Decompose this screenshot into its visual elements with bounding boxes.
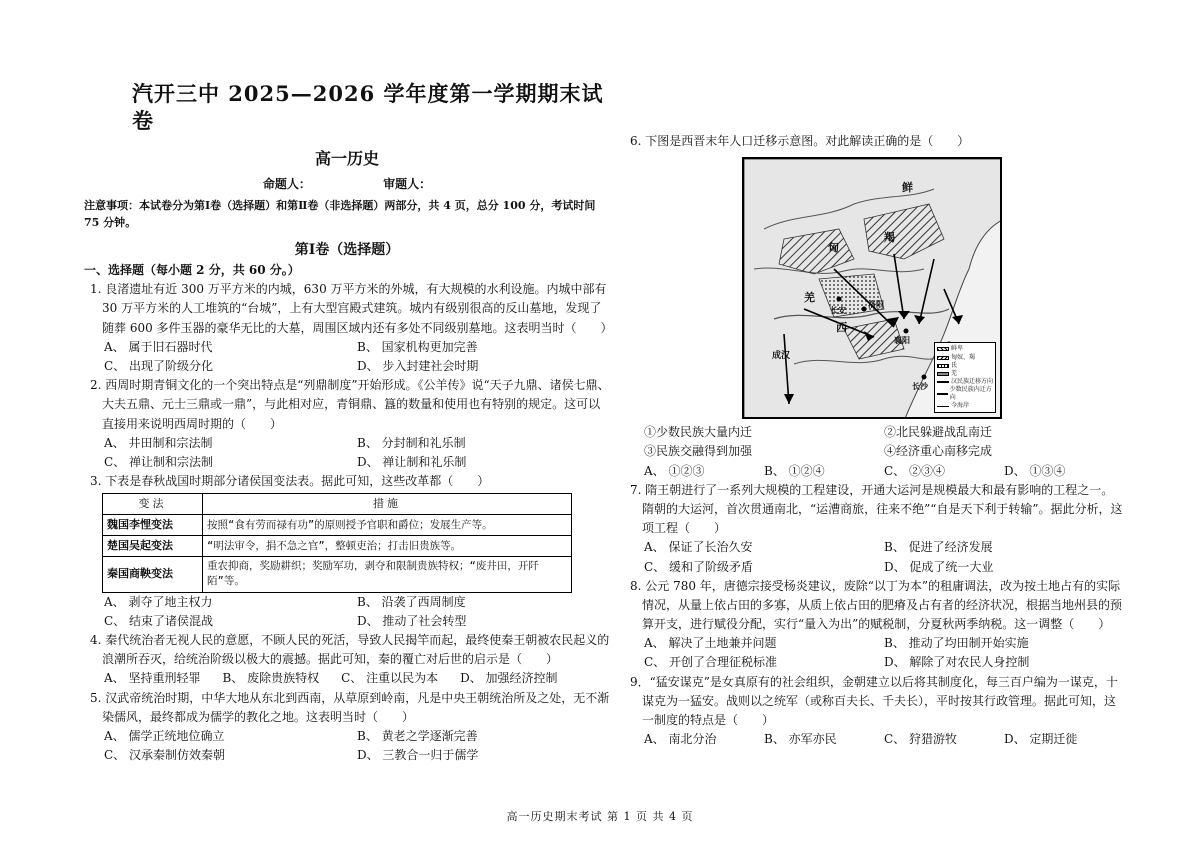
question-1 xyxy=(84,280,613,376)
question-stem: 6. 下图是西晋末年人口迁移示意图。对此解读正确的是（ ） xyxy=(630,134,970,148)
reform-table xyxy=(102,493,572,592)
option-c: C、 缓和了阶级矛盾 xyxy=(644,559,753,574)
option-c: C、 结束了诸侯混战 xyxy=(104,613,213,628)
option-a: A、 井田制和宗法制 xyxy=(104,435,213,450)
option-b: B、 促进了经济发展 xyxy=(884,540,993,555)
question-6 xyxy=(624,132,1124,481)
map-label-qiang: 羌 xyxy=(804,291,815,305)
question-stem: 9．“猛安谋克”是女真原有的社会组织，金朝建立以后将其制度化，每三百户编为一谋克，十谋克为一猛安。战则以之统军（或称百夫长、千夫长），平时按其行政管理。据此可知，这一制度的特点是（ ） xyxy=(630,674,1118,727)
legend-item xyxy=(937,378,993,386)
option-a: A、 坚持重刑轻罪 xyxy=(104,671,201,686)
legend-label: 匈奴、羯 xyxy=(951,353,976,361)
table-row xyxy=(103,515,572,536)
setter-label: 命题人： xyxy=(262,177,311,192)
right-column xyxy=(624,132,1124,749)
reform-name: 秦国商鞅变法 xyxy=(103,557,203,592)
map-label-changsha: 长沙 xyxy=(912,382,928,392)
map-legend xyxy=(934,342,996,413)
statements xyxy=(624,423,1124,461)
table-header-row xyxy=(103,494,572,515)
option-b: B、 废除贵族特权 xyxy=(222,671,320,686)
option-d: D、 三教合一归于儒学 xyxy=(357,748,479,763)
statement-1: ①少数民族大量内迁 xyxy=(644,425,753,440)
legend-item xyxy=(937,370,993,378)
reform-name: 魏国李悝变法 xyxy=(103,515,203,536)
authors-line xyxy=(84,175,610,194)
question-stem: 5. 汉武帝统治时期，中华大地从东北到西南，从草原到岭南，凡是中央王朝统治所及之处，无不渐染儒风，最终都成为儒学的教化之地。这表明当时（ ） xyxy=(90,690,610,724)
question-stem: 2. 西周时期青铜文化的一个突出特点是“列鼎制度”开始形成。《公羊传》说“天子九鼎、诸侯七鼎、大夫五鼎、元士三鼎或一鼎”，与此相对应，青铜鼎、簋的数量和使用也有特别的规定。这可以直接用来说明西周时期的（ ） xyxy=(90,378,610,431)
map-label-changan: 长安 xyxy=(830,306,846,316)
legend-item xyxy=(937,345,993,353)
option-b: B、 推动了均田制开始实施 xyxy=(884,636,1029,651)
reform-measure: “明法审令，捐不急之官”，整顿吏治；打击旧贵族等。 xyxy=(203,536,572,557)
table-header-reform: 变法 xyxy=(103,494,203,515)
option-c: C、 注重以民为本 xyxy=(341,671,439,686)
legend-item xyxy=(937,362,993,370)
table-row xyxy=(103,557,572,592)
option-a: A、 解决了土地兼并问题 xyxy=(644,636,777,651)
question-stem: 4. 秦代统治者无视人民的意愿，不顾人民的死活，导致人民揭竿而起，最终使秦王朝被农民起义的浪潮所吞灭，给统治阶级以极大的震撼。据此可知，秦的覆亡对后世的启示是（ ） xyxy=(90,632,610,667)
reform-name: 楚国吴起变法 xyxy=(103,536,203,557)
legend-label: 羌 xyxy=(951,369,958,377)
option-c: C、 开创了合理征税标准 xyxy=(644,655,777,670)
option-b: B、 沿袭了西周制度 xyxy=(357,594,466,609)
options xyxy=(624,634,1124,672)
map-label-jie: 羯 xyxy=(884,231,895,245)
options xyxy=(624,538,1124,576)
statement-2: ②北民躲避战乱南迁 xyxy=(884,425,993,440)
options xyxy=(84,434,610,472)
option-b: B、 分封制和礼乐制 xyxy=(357,435,466,450)
legend-item xyxy=(937,386,993,402)
part1-title: 第Ⅰ卷（选择题） xyxy=(294,241,400,258)
options xyxy=(84,727,610,765)
table-header-measure: 措施 xyxy=(203,494,572,515)
option-d: D、 ①③④ xyxy=(1004,463,1066,478)
option-d: D、 定期迁徙 xyxy=(1004,732,1078,747)
map-label-luoyang: 洛阳 xyxy=(868,300,884,310)
option-a: A、 保证了长治久安 xyxy=(644,540,753,555)
question-stem: 3. 下表是春秋战国时期部分诸侯国变法表。据此可知，这些改革都（ ） xyxy=(90,474,490,489)
map-label-xi: 西 xyxy=(836,321,847,335)
question-5 xyxy=(84,689,610,766)
map-label-xiong: 匈 xyxy=(828,241,839,255)
question-stem: 8. 公元 780 年，唐德宗接受杨炎建议，废除“以丁为本”的租庸调法，改为按土地占有的实际情况，从量上依占田的多寡，从质上依占田的肥瘠及占有者的经济状况，根据当地州县的预算开支，进行赋役分配，实行“量入为出”的赋税制，分夏秋两季纳税。这一调整（ ） xyxy=(630,578,1123,632)
option-c: C、 ②③④ xyxy=(884,463,945,478)
page-footer: 高一历史期末考试 第 1 页 共 4 页 xyxy=(506,810,694,823)
question-9 xyxy=(624,673,1124,750)
legend-label: 氐 xyxy=(951,361,958,369)
migration-map xyxy=(742,157,1002,419)
option-a: A、 南北分治 xyxy=(644,732,717,747)
map-label-xiangyang: 襄阳 xyxy=(894,336,910,346)
options xyxy=(84,338,610,376)
section1-title: 一、选择题（每小题 2 分，共 60 分。） xyxy=(84,263,300,278)
legend-label: 少数民族内迁方向 xyxy=(949,385,992,401)
legend-item xyxy=(937,402,993,410)
option-a: A、 儒学正统地位确立 xyxy=(104,728,225,743)
question-2 xyxy=(84,376,610,472)
legend-label: 今海岸 xyxy=(951,402,970,410)
option-b: B、 国家机构更加完善 xyxy=(357,339,478,354)
left-column xyxy=(84,80,613,765)
question-4 xyxy=(84,631,610,689)
option-d: D、 解除了对农民人身控制 xyxy=(884,655,1030,670)
option-a: A、 ①②③ xyxy=(644,463,705,478)
map-label-chenghan: 成汉 xyxy=(772,351,791,362)
option-b: B、 黄老之学逐渐完善 xyxy=(357,728,478,743)
legend-item xyxy=(937,354,993,362)
option-b: B、 ①②④ xyxy=(764,463,825,478)
question-stem: 1. 良渚遗址有近 300 万平方米的内城，630 万平方米的外城，有大规模的水利设施。内城中部有 30 万平方米的人工堆筑的“台城”，上有大型宫殿式建筑。城内有级别很高的反山墓地，发现了随葬 600 多件玉器的豪华无比的大墓，周围区域内还有多处不同级别墓地。这表明当时（ ） xyxy=(90,282,613,335)
reform-measure: 重农抑商，奖励耕织；奖励军功，剥夺和限制贵族特权；“废井田，开阡陌”等。 xyxy=(203,557,572,592)
option-d: D、 步入封建社会时期 xyxy=(357,359,479,373)
statement-4: ④经济重心南移完成 xyxy=(884,444,993,459)
option-d: D、 促成了统一大业 xyxy=(884,559,994,574)
exam-notice: 注意事项：本试卷分为第Ⅰ卷（选择题）和第Ⅱ卷（非选择题）两部分，共 4 页，总分 100 分，考试时间 75 分钟。 xyxy=(84,198,596,229)
options xyxy=(624,730,1124,749)
option-a: A、 剥夺了地主权力 xyxy=(104,594,213,609)
option-c: C、 汉承秦制仿效秦朝 xyxy=(104,748,225,763)
legend-label: 汉民族迁移方向 xyxy=(951,377,994,385)
option-d: D、 推动了社会转型 xyxy=(357,613,467,628)
options xyxy=(84,669,610,688)
option-c: C、 狩猎游牧 xyxy=(884,732,957,747)
question-3 xyxy=(84,472,610,631)
exam-subtitle: 高一历史 xyxy=(314,148,379,168)
reviewer-label: 审题人： xyxy=(383,177,432,192)
map-label-xian: 鲜 xyxy=(902,181,913,195)
exam-title: 汽开三中 2025—2026 学年度第一学期期末试卷 xyxy=(132,81,604,134)
option-c: C、 禅让制和宗法制 xyxy=(104,454,213,469)
question-stem: 7. 隋王朝进行了一系列大规模的工程建设，开通大运河是规模最大和最有影响的工程之一。隋朝的大运河，首次贯通南北，“运漕商旅，往来不绝”“自是天下利于转输”。据此分析，这项工程（ ） xyxy=(630,482,1123,536)
legend-label: 鲜卑 xyxy=(951,345,964,353)
question-8 xyxy=(624,577,1124,673)
options xyxy=(624,462,1124,481)
option-b: B、 亦军亦民 xyxy=(764,732,837,747)
table-row xyxy=(103,536,572,557)
option-d: D、 加强经济控制 xyxy=(460,671,558,686)
options xyxy=(84,593,610,631)
option-d: D、 禅让制和礼乐制 xyxy=(357,454,467,469)
option-c: C、 出现了阶级分化 xyxy=(104,359,213,373)
option-a: A、 属于旧石器时代 xyxy=(104,339,213,354)
statement-3: ③民族交融得到加强 xyxy=(644,444,753,459)
reform-measure: 按照“食有劳而禄有功”的原则授予官职和爵位；发展生产等。 xyxy=(203,515,572,536)
question-7 xyxy=(624,481,1124,577)
